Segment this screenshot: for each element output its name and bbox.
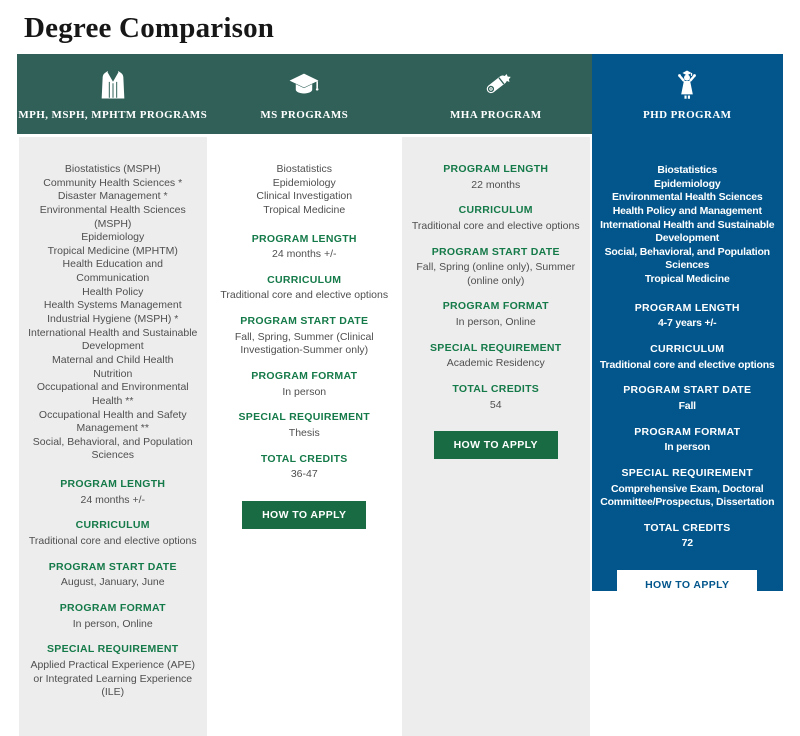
apply-button-wrap	[219, 494, 391, 529]
section-value: In person	[664, 441, 710, 454]
info-section	[600, 302, 776, 331]
program-item: Clinical Investigation	[256, 190, 353, 203]
column-body	[211, 137, 399, 736]
section-label: PROGRAM FORMAT	[442, 300, 549, 313]
info-section	[27, 561, 199, 590]
program-item: Epidemiology	[654, 177, 721, 190]
section-list	[219, 233, 391, 482]
column-mph	[17, 54, 209, 736]
column-body	[402, 137, 590, 736]
info-section	[27, 602, 199, 631]
program-item: Disaster Management *	[57, 190, 168, 203]
program-item: Nutrition	[93, 367, 133, 380]
program-item: Biostatistics	[657, 164, 718, 176]
info-section	[600, 522, 776, 551]
section-label: SPECIAL REQUIREMENT	[429, 341, 562, 354]
info-section	[27, 643, 199, 700]
section-label: PROGRAM LENGTH	[251, 232, 357, 245]
program-list	[27, 163, 199, 463]
section-value: Fall, Spring, Summer (Clinical Investigation-Summer only)	[234, 330, 374, 357]
section-label: TOTAL CREDITS	[643, 521, 731, 534]
program-list	[219, 163, 391, 218]
section-label: PROGRAM LENGTH	[634, 301, 740, 314]
section-label: SPECIAL REQUIREMENT	[621, 466, 754, 479]
info-section	[410, 342, 582, 371]
info-section	[219, 315, 391, 358]
apply-button-wrap	[410, 424, 582, 459]
program-item: Occupational and Environmental Health **	[36, 381, 189, 407]
section-label: SPECIAL REQUIREMENT	[238, 411, 371, 424]
info-section	[600, 426, 776, 455]
column-mha	[400, 54, 592, 736]
program-item: Tropical Medicine	[644, 273, 730, 286]
section-label: TOTAL CREDITS	[452, 383, 540, 396]
section-value: 4-7 years +/-	[658, 317, 717, 330]
info-section	[600, 384, 776, 413]
column-title-phd: PHD PROGRAM	[643, 108, 732, 121]
apply-button-wrap	[600, 563, 776, 600]
how-to-apply-button-mha[interactable]: HOW TO APPLY	[434, 431, 558, 459]
program-item: Health Systems Management	[43, 299, 182, 312]
section-label: CURRICULUM	[267, 273, 342, 286]
graduation-cap-icon	[284, 68, 324, 102]
column-body	[592, 134, 784, 591]
section-value: 24 months +/-	[80, 493, 145, 506]
section-value: Academic Residency	[446, 357, 545, 370]
program-item: Environmental Health Sciences	[611, 191, 763, 204]
section-value: 24 months +/-	[272, 248, 337, 261]
section-value: Traditional core and elective options	[411, 219, 580, 232]
program-item: Tropical Medicine (MPHTM)	[47, 244, 178, 257]
info-section	[219, 233, 391, 262]
info-section	[600, 467, 776, 510]
info-section	[27, 519, 199, 548]
section-value: Comprehensive Exam, Doctoral Committee/Prospectus, Dissertation	[600, 482, 775, 509]
section-label: PROGRAM FORMAT	[634, 425, 741, 438]
info-section	[410, 163, 582, 192]
info-section	[219, 453, 391, 482]
section-value: 22 months	[471, 178, 521, 191]
program-item: Epidemiology	[272, 176, 336, 189]
info-section	[219, 274, 391, 303]
section-label: CURRICULUM	[75, 519, 150, 532]
section-value: Fall, Spring (online only), Summer (online only)	[416, 261, 576, 287]
section-value: Thesis	[288, 426, 320, 439]
section-label: SPECIAL REQUIREMENT	[46, 643, 179, 656]
section-label: PROGRAM START DATE	[48, 560, 177, 573]
program-item: International Health and Sustainable Development	[28, 326, 198, 353]
section-label: CURRICULUM	[650, 343, 725, 356]
how-to-apply-button-ms[interactable]: HOW TO APPLY	[242, 501, 366, 529]
program-item: Health Policy and Management	[612, 204, 762, 217]
column-phd	[592, 54, 784, 736]
gown-icon	[93, 68, 133, 102]
section-value: In person, Online	[455, 316, 536, 329]
diploma-icon	[476, 68, 516, 102]
program-item: Environmental Health Sciences (MSPH)	[39, 203, 186, 230]
program-item: Health Policy	[82, 285, 144, 298]
info-section	[410, 246, 582, 289]
column-header	[209, 54, 401, 134]
section-label: PROGRAM START DATE	[431, 245, 560, 258]
section-label: PROGRAM LENGTH	[60, 478, 166, 491]
column-title-mha: MHA PROGRAM	[450, 108, 542, 121]
info-section	[600, 343, 776, 372]
column-title-ms: MS PROGRAMS	[260, 108, 349, 121]
program-item: Health Education and Communication	[62, 258, 163, 285]
section-value: Traditional core and elective options	[220, 289, 389, 302]
graduate-icon	[667, 68, 707, 102]
column-header	[592, 54, 784, 134]
column-body	[19, 137, 207, 736]
section-label: PROGRAM LENGTH	[443, 163, 549, 175]
column-header	[400, 54, 592, 134]
info-section	[27, 478, 199, 507]
column-ms	[209, 54, 401, 736]
section-label: CURRICULUM	[458, 204, 533, 217]
page-title: Degree Comparison	[24, 12, 275, 44]
program-item: Social, Behavioral, and Population Sciences	[32, 435, 193, 462]
section-value: August, January, June	[60, 576, 165, 589]
section-value: In person	[282, 385, 327, 398]
section-value: Fall	[678, 399, 696, 412]
section-label: TOTAL CREDITS	[260, 452, 348, 465]
section-value: In person, Online	[72, 617, 153, 630]
section-value: 72	[681, 537, 693, 550]
section-label: PROGRAM START DATE	[623, 384, 752, 397]
section-value: 54	[489, 398, 502, 411]
program-item: Industrial Hygiene (MSPH) *	[47, 313, 179, 326]
section-list	[600, 302, 776, 551]
program-list	[600, 164, 776, 287]
comparison-table	[17, 54, 783, 736]
column-title-mph: MPH, MSPH, MPHTM PROGRAMS	[18, 108, 208, 121]
column-header	[17, 54, 209, 134]
program-item: Tropical Medicine	[263, 203, 346, 216]
program-item: Occupational Health and Safety Management **	[38, 408, 187, 435]
program-item: Biostatistics	[276, 163, 332, 175]
info-section	[219, 411, 391, 440]
program-item: Biostatistics (MSPH)	[64, 163, 161, 175]
program-item: Epidemiology	[81, 231, 145, 244]
section-value: Traditional core and elective options	[599, 358, 775, 371]
program-item: Social, Behavioral, and Population Sciences	[604, 245, 770, 272]
info-section	[410, 383, 582, 412]
program-item: Maternal and Child Health	[52, 353, 174, 366]
info-section	[219, 370, 391, 399]
section-label: PROGRAM FORMAT	[251, 370, 358, 383]
section-label: PROGRAM START DATE	[240, 315, 369, 328]
section-list	[27, 478, 199, 700]
section-value: Traditional core and elective options	[28, 535, 197, 548]
info-section	[410, 204, 582, 233]
program-item: International Health and Sustainable Development	[600, 218, 775, 245]
section-label: PROGRAM FORMAT	[59, 601, 166, 614]
program-item: Community Health Sciences *	[43, 176, 183, 189]
section-value: Applied Practical Experience (APE) or Integrated Learning Experience (ILE)	[30, 658, 196, 699]
how-to-apply-button-phd[interactable]: HOW TO APPLY	[617, 570, 757, 600]
info-section	[410, 300, 582, 329]
section-list	[410, 163, 582, 412]
section-value: 36-47	[290, 468, 318, 481]
